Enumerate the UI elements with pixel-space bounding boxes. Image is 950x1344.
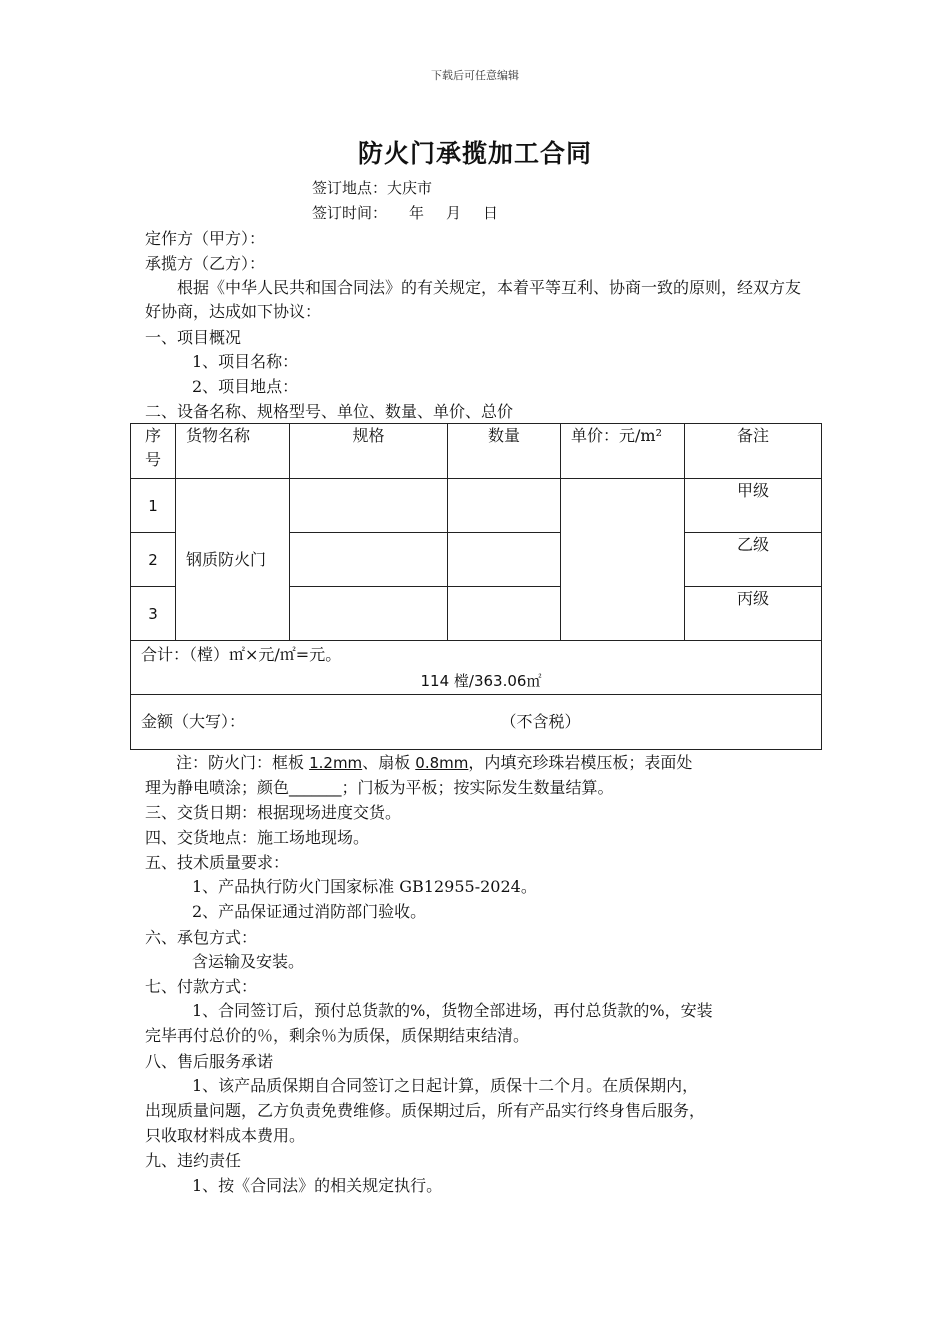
unit-price bbox=[561, 479, 685, 641]
row-remark: 丙级 bbox=[685, 587, 822, 641]
note-rest: ，内填充珍珠岩模压板；表面处 bbox=[468, 753, 693, 772]
note-prefix: 注：防火门：框板 bbox=[176, 753, 310, 772]
section-7-title: 七、付款方式： bbox=[145, 977, 258, 996]
row-qty bbox=[448, 479, 561, 533]
section-3: 三、交货日期：根据现场进度交货。 bbox=[145, 803, 402, 822]
party-a: 定作方（甲方）： bbox=[145, 229, 266, 248]
header-spec: 规格 bbox=[290, 424, 448, 479]
contract-method: 含运输及安装。 bbox=[192, 952, 305, 971]
amount-tax-note: （不含税） bbox=[500, 712, 581, 731]
row-no: 3 bbox=[131, 587, 176, 641]
section-2-title: 二、设备名称、规格型号、单位、数量、单价、总价 bbox=[145, 402, 514, 421]
sign-time-month: 月 bbox=[446, 204, 462, 222]
project-name: 1、项目名称： bbox=[192, 352, 299, 371]
acceptance-item: 2、产品保证通过消防部门验收。 bbox=[192, 902, 427, 921]
total-formula: 合计：（樘）㎡×元/㎡=元。 bbox=[141, 645, 342, 664]
standard-item: 1、产品执行防火门国家标准 GB12955-2024。 bbox=[192, 877, 537, 896]
row-spec bbox=[290, 479, 448, 533]
total-quantity: 114 樘/363.06㎡ bbox=[420, 672, 542, 690]
total-row bbox=[131, 641, 822, 695]
page-title: 防火门承揽加工合同 bbox=[357, 139, 592, 168]
sign-time-label: 签订时间： bbox=[312, 204, 388, 222]
amount-row bbox=[131, 695, 822, 750]
leaf-thickness: 0.8mm bbox=[415, 754, 469, 772]
table-row bbox=[131, 479, 822, 533]
intro-paragraph: 根据《中华人民共和国合同法》的有关规定，本着平等互利、协商一致的原则，经双方友好协商，达成如下协议： bbox=[145, 278, 802, 321]
breach-item: 1、按《合同法》的相关规定执行。 bbox=[192, 1176, 443, 1195]
header-qty: 数量 bbox=[448, 424, 561, 479]
goods-table bbox=[130, 423, 822, 750]
party-b: 承揽方（乙方）： bbox=[145, 254, 266, 273]
section-6-title: 六、承包方式： bbox=[145, 928, 258, 947]
section-4: 四、交货地点：施工场地现场。 bbox=[145, 828, 370, 847]
warranty-line-2: 出现质量问题，乙方负责免费维修。质保期过后，所有产品实行终身售后服务， bbox=[145, 1101, 706, 1120]
row-remark: 甲级 bbox=[685, 479, 822, 533]
header-no: 序号 bbox=[131, 424, 176, 479]
header-name: 货物名称 bbox=[176, 424, 290, 479]
section-5-title: 五、技术质量要求： bbox=[145, 853, 290, 872]
total-cell bbox=[131, 641, 822, 695]
payment-line-1: 1、合同签订后，预付总货款的%，货物全部进场，再付总货款的%，安装 bbox=[192, 1001, 713, 1020]
row-qty bbox=[448, 587, 561, 641]
header-note: 下载后可任意编辑 bbox=[431, 69, 519, 82]
row-remark: 乙级 bbox=[685, 533, 822, 587]
row-spec bbox=[290, 587, 448, 641]
sign-time-day: 日 bbox=[483, 204, 499, 222]
warranty-line-1: 1、该产品质保期自合同签订之日起计算，质保十二个月。在质保期内， bbox=[192, 1076, 699, 1095]
section-9-title: 九、违约责任 bbox=[145, 1151, 242, 1170]
amount-cell bbox=[131, 695, 822, 750]
row-no: 1 bbox=[131, 479, 176, 533]
note-line-1 bbox=[176, 751, 692, 775]
note-line2-a: 理为静电喷涂；颜色 bbox=[145, 778, 290, 797]
sign-time-year: 年 bbox=[409, 204, 425, 222]
goods-name: 钢质防火门 bbox=[176, 479, 290, 641]
amount-label: 金额（大写）： bbox=[141, 712, 246, 731]
sign-time bbox=[312, 201, 498, 225]
payment-line-2: 完毕再付总价的％，剩余％为质保，质保期结束结清。 bbox=[145, 1026, 530, 1045]
sign-place: 签订地点：大庆市 bbox=[312, 179, 433, 197]
color-blank: _______ bbox=[289, 779, 342, 797]
note-line-2 bbox=[145, 776, 614, 800]
table-header-row bbox=[131, 424, 822, 479]
header-remark: 备注 bbox=[685, 424, 822, 479]
note-mid: 、扇板 bbox=[362, 753, 416, 772]
row-spec bbox=[290, 533, 448, 587]
note-line2-b: ；门板为平板；按实际发生数量结算。 bbox=[341, 778, 614, 797]
row-qty bbox=[448, 533, 561, 587]
project-location: 2、项目地点： bbox=[192, 377, 299, 396]
frame-thickness: 1.2mm bbox=[309, 754, 363, 772]
section-1-title: 一、项目概况 bbox=[145, 328, 242, 347]
warranty-line-3: 只收取材料成本费用。 bbox=[145, 1126, 306, 1145]
section-8-title: 八、售后服务承诺 bbox=[145, 1052, 274, 1071]
header-price: 单价：元/m² bbox=[561, 424, 685, 479]
row-no: 2 bbox=[131, 533, 176, 587]
